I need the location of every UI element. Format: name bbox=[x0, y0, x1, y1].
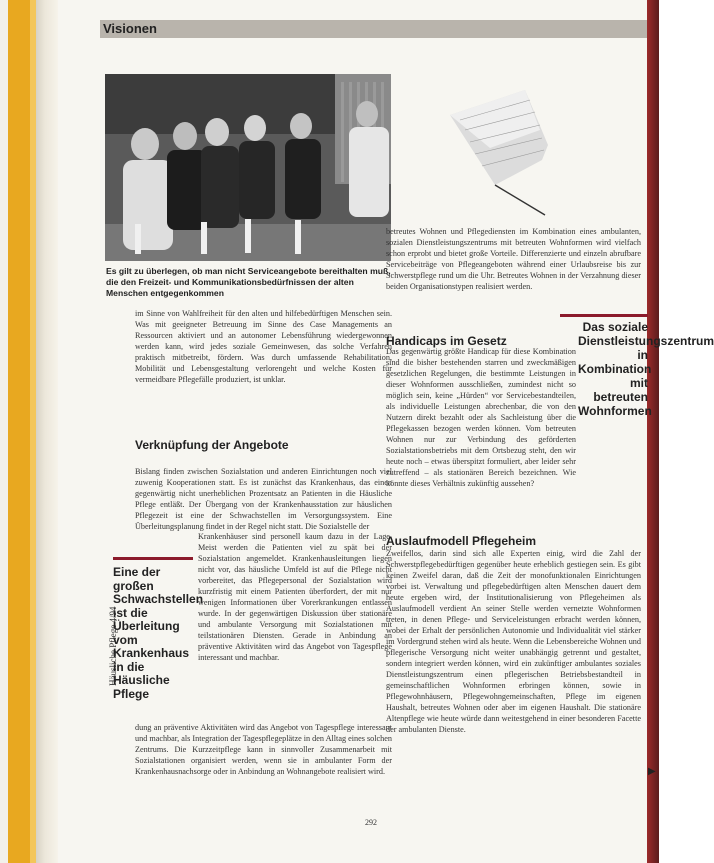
next-page-edge bbox=[647, 0, 659, 863]
paragraph: Bislang finden zwischen Sozialstation und anderen Einrichtungen noch viel zuwenig Kooperationen statt. Es ist zunächst das Krankenhaus, das einen gegenwärtig nicht unerheblichen Prozentsatz an Patienten in die Häusliche Pflege entläßt. Der Übergang von der Krankenhausstation zur häuslichen Pflegezeit ist eine der Schwachstellen im Versorgungssystem. Eine Überleitungsplanung findet in der Regel nicht statt. Die Sozialstelle der bbox=[135, 467, 392, 531]
photo-elderly-group bbox=[105, 74, 391, 261]
page-number: 292 bbox=[365, 818, 377, 827]
heading-auslaufmodell: Auslaufmodell Pflegeheim bbox=[386, 534, 537, 548]
binding-stripe bbox=[8, 0, 30, 863]
paragraph: dung an präventive Aktivitäten wird das Angebot von Tagespflege interessant und machbar, als Integration der Tagespflegeplätze in den Alltag eines solchen Zentrums. Die Kurzzeitpflege kann in sinnvoller Zusammenarbeit mit Sozialstationen organisiert werden, wenn sie in ambulanter Form der Krankenhausnachsorge oder in Anbindung an Wohnangebote realisiert wird. bbox=[135, 723, 392, 776]
right-column-intro bbox=[386, 226, 641, 292]
right-column-handicaps bbox=[386, 346, 576, 489]
paragraph: Das gegenwärtig größte Handicap für diese Kombination sind die bisher bestehenden starren und zweckmäßigen gesetzlichen Regelungen, die bestimmte Leistungen in dieser Wohnformen ausschließen, zumindest nicht so möglich sein, keine „Hürden“ vor Servicebestandteilen, als individuelle Leistungen abrechenbar, die von den Nutzern direkt bezahlt oder als Sachleistung über die Pflegekassen bezogen werden können. Vom betreuten Wohnen nur zur Verbindung des geförderten Sozialstationsbetriebs mit dem Ortsbezug steht, den wir heute noch – etwas überspitzt formuliert, aber leider sehr zutreffend – als stationären Bereich bezeichnen. Wie könnte dieses Verhältnis zukünftig aussehen? bbox=[386, 347, 576, 488]
paragraph: im Sinne von Wahlfreiheit für den alten und hilfebedürftigen Menschen sein. Was mit geeigneter Betreuung im Sinne des Case Managements an Ressourcen aktiviert und an autonomer Lebensführung wiedergewonnen werden kann, wird jedes soziale Gemeinwesen, das solche Verfahren praktisch mitbetreibt, fördern. Was durch umfassende Rehabilitation, Mobilität und Lebensgestaltung verlorengeht und welche Kosten für vermeidbare Pflegefälle produziert, ist unklar. bbox=[135, 309, 392, 384]
left-column-intro bbox=[135, 308, 392, 385]
pull-quote-left: Eine der großen Schwachstellen ist die Überleitung vom Krankenhaus in die Häusliche Pflege bbox=[113, 565, 204, 701]
section-header-bar bbox=[100, 20, 647, 38]
left-column-narrow bbox=[198, 531, 392, 663]
left-column-verknuepfung bbox=[135, 466, 392, 532]
continue-arrow-icon: ▶ bbox=[648, 766, 656, 777]
pull-quote-rule bbox=[113, 557, 193, 560]
heading-handicaps: Handicaps im Gesetz bbox=[386, 334, 507, 348]
heading-verknuepfung: Verknüpfung der Angebote bbox=[135, 438, 289, 452]
pull-quote-right: Das soziale Dienstleistungszentrum in Kombination mit betreuten Wohnformen bbox=[578, 320, 714, 418]
paragraph: betreutes Wohnen und Pflegediensten im Kombination eines ambulanten, sozialen Dienstleistungszentrums mit betreuten Wohnformen wird vielfach schon erprobt und bietet große Vorteile. Differenzierte und einzeln abrufbare Servicebeiträge von Pflegeangeboten während einer Urlaubsreise bis zur Schwerstpflege rund um die Uhr. Betreutes Wohnen in der Verzahnung dieser beiden Organisationstypen realisiert werden. bbox=[386, 227, 641, 291]
pull-quote-rule bbox=[560, 314, 648, 317]
paragraph: Zweifellos, darin sind sich alle Experten einig, wird die Zahl der Schwerstpflegebedürftigen gegenüber heute erheblich gestiegen sein. Es gibt keinen Zweifel daran, daß die Zeit der monofunktionalen Einrichtungen vorbei ist. Verwaltung und pflegebedürftigen alten Menschen dauert dem heute ergeben wird, der Institutionalisierung von Pflegeheimen als Auslaufmodell verdient An seiner Stelle werden vernetzte Wohnformen treten, in denen Pflege- und Serviceleistungen erbracht werden können, wobei der Erhalt der persönlichen Autonomie und Individualität viel stärker im Vordergrund stehen wird als heute. Wenn die Lebensbereiche Wohnen und pflegerische Versorgung nicht weiter unabhängig getrennt und gestaltet, sondern integriert werden können, wird ein zukünftiger ambulantes soziales Dienstleistungszentrum einen pflegerischen Betriebsbestandteil in gemeinschaftlichen Wohnformen erbringen können, sowie in Pflegewohnhäusern, Pflegewohngemeinschaften, Pflege im eigenen Haushalt, betreutes Wohnen oder aber im eigenen Haushalt. Die stationäre Altenpflege wie heute würde dann weitestgehend in einer besonderen Facette der ambulanten Dienste. bbox=[386, 549, 641, 734]
photo-caption: Es gilt zu überlegen, ob man nicht Serviceangebote bereithalten muß, die den Freizeit- und Kommunikationsbedürfnissen der alten Menschen entgegenkommen bbox=[106, 266, 391, 298]
dart-illustration bbox=[430, 90, 580, 220]
right-column-auslauf bbox=[386, 548, 641, 735]
paragraph: Krankenhäuser sind personell kaum dazu in der Lage. Meist werden die Patienten viel zu spät bei der Sozialstation angemeldet. Krankenhausleitungen liegen nicht vor, das häusliche Umfeld ist auf die Pflege nicht vorbereitet, das Pflegepersonal der Sozialstation wird kurzfristig mit einem Patienten überfordert, der mit nur wenigen Informationen über Vorerkrankungen entlassen wurde. In der gegenwärtigen Diskussion über stationäre und ambulante Versorgung mit Sozialstationen mit teilstationären Diensten. Gerade in Anbindung an präventive Aktivitäten wird das Angebot von Tagespflege interessant und machbar. bbox=[198, 532, 392, 662]
left-column-bottom bbox=[135, 722, 392, 777]
section-title: Visionen bbox=[103, 21, 157, 36]
journal-issue-label: Häusliche Pflege 4/94 bbox=[108, 606, 118, 686]
article-photo bbox=[105, 74, 391, 261]
page-edge-shadow bbox=[36, 0, 58, 863]
